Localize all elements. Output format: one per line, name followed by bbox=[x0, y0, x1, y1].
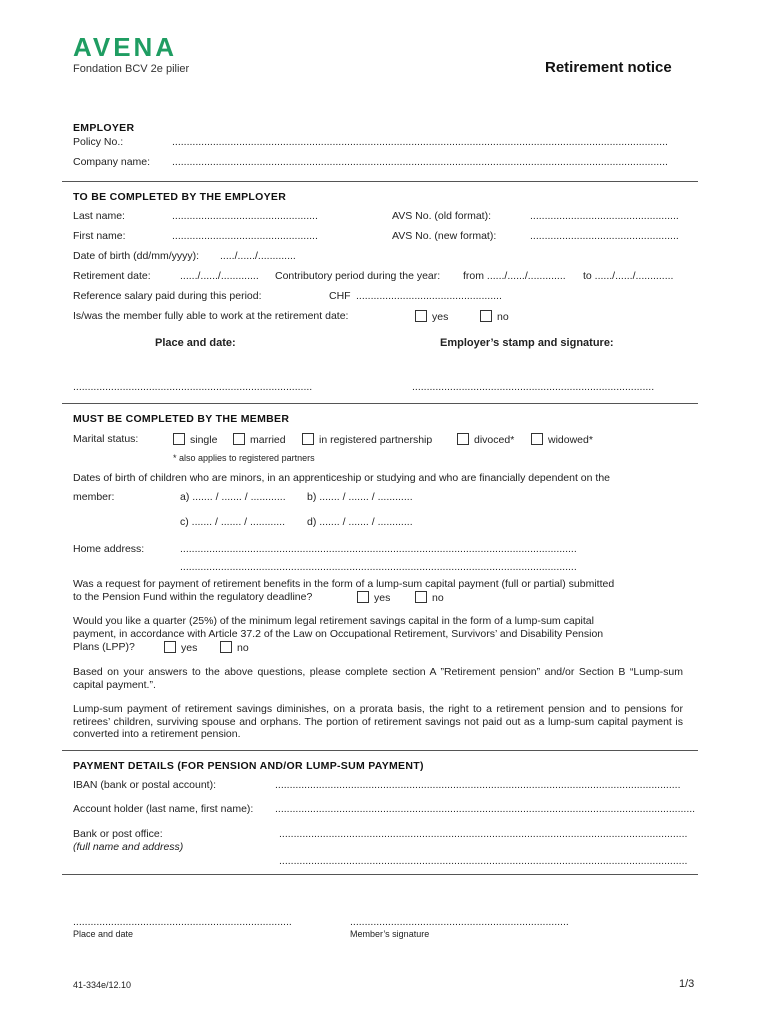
checkbox[interactable] bbox=[415, 310, 427, 322]
place-date-heading: Place and date: bbox=[155, 337, 236, 349]
checkbox[interactable] bbox=[220, 641, 232, 653]
bank-sublabel: (full name and address) bbox=[73, 841, 184, 853]
checkbox[interactable] bbox=[415, 591, 427, 603]
first-name-field[interactable]: .................................................. bbox=[172, 230, 318, 242]
lumpsum-question: Was a request for payment of retirement benefits in the form of a lump-sum capital payment (full or partial) submitted bbox=[73, 578, 615, 590]
contrib-label: Contributory period during the year: bbox=[275, 270, 441, 282]
member-signature-label: Member’s signature bbox=[350, 929, 430, 939]
checkbox[interactable] bbox=[480, 310, 492, 322]
able-yes-option[interactable] bbox=[415, 310, 448, 323]
option-label: in registered partnership bbox=[319, 434, 433, 446]
checkbox[interactable] bbox=[233, 433, 245, 445]
yes-label: yes bbox=[374, 592, 391, 604]
member-place-date-field[interactable]: ........................................................................... bbox=[73, 916, 292, 928]
employer-section-heading: TO BE COMPLETED BY THE EMPLOYER bbox=[73, 191, 287, 203]
yes-label: yes bbox=[181, 642, 198, 654]
divider bbox=[62, 750, 698, 751]
page-title: Retirement notice bbox=[545, 59, 672, 76]
yes-label: yes bbox=[432, 311, 449, 323]
last-name-field[interactable]: .................................................. bbox=[172, 210, 318, 222]
checkbox[interactable] bbox=[531, 433, 543, 445]
marital-divorced-option[interactable] bbox=[457, 433, 514, 446]
child-b-field[interactable]: b) ....... / ....... / ............ bbox=[307, 491, 413, 503]
quarter-question-2: payment, in accordance with Article 37.2 of the Law on Occupational Retirement, Survivors’ and Disability Pension bbox=[73, 628, 604, 640]
marital-widowed-option[interactable] bbox=[531, 433, 593, 446]
dob-label: Date of birth (dd/mm/yyyy): bbox=[73, 250, 200, 262]
option-label: married bbox=[250, 434, 286, 446]
bank-label: Bank or post office: bbox=[73, 828, 163, 840]
option-label: single bbox=[190, 434, 218, 446]
marital-status-label: Marital status: bbox=[73, 433, 139, 445]
member-place-date-label: Place and date bbox=[73, 929, 134, 939]
marital-single-option[interactable] bbox=[173, 433, 217, 446]
divider bbox=[62, 403, 698, 404]
retirement-date-field[interactable]: ....../....../............. bbox=[180, 270, 259, 282]
children-text: Dates of birth of children who are minors, in an apprenticeship or studying and who are financially dependent on the bbox=[73, 472, 610, 484]
salary-currency: CHF bbox=[329, 290, 351, 302]
avena-logo: AVENA bbox=[73, 32, 178, 62]
account-holder-field[interactable]: ................................................................................................................................................ bbox=[275, 803, 696, 815]
home-address-field-2[interactable]: ........................................................................................................................................ bbox=[180, 561, 577, 573]
quarter-question: Would you like a quarter (25%) of the minimum legal retirement savings capital in the form of a lump-sum capital bbox=[73, 615, 594, 627]
child-c-field[interactable]: c) ....... / ....... / ............ bbox=[180, 516, 286, 528]
iban-field[interactable]: ........................................................................................................................................... bbox=[275, 779, 681, 791]
contrib-from-field[interactable]: from ....../....../............. bbox=[463, 270, 566, 282]
marital-partnership-option[interactable] bbox=[302, 433, 432, 446]
able-no-option[interactable] bbox=[480, 310, 509, 323]
stamp-signature-field[interactable]: ................................................................................... bbox=[412, 381, 655, 393]
contrib-to-field[interactable]: to ....../....../............. bbox=[583, 270, 674, 282]
able-to-work-label: Is/was the member fully able to work at the retirement date: bbox=[73, 310, 349, 322]
member-section-heading: MUST BE COMPLETED BY THE MEMBER bbox=[73, 413, 290, 425]
form-code: 41-334e/12.10 bbox=[73, 980, 132, 990]
checkbox[interactable] bbox=[164, 641, 176, 653]
checkbox[interactable] bbox=[357, 591, 369, 603]
child-a-field[interactable]: a) ....... / ....... / ............ bbox=[180, 491, 286, 503]
avs-old-label: AVS No. (old format): bbox=[392, 210, 492, 222]
lumpsum-info-text: Lump-sum payment of retirement savings diminishes, on a prorata basis, the right to a retirement pension and to pensions for retirees’ children, surviving spouse and orphans. The portion of retirement savings not paid out as a lump-sum capital payment is converted into a retirement pension. bbox=[73, 703, 683, 740]
avs-new-label: AVS No. (new format): bbox=[392, 230, 497, 242]
avs-new-field[interactable]: ................................................... bbox=[530, 230, 679, 242]
dob-field[interactable]: ...../....../............. bbox=[220, 250, 296, 262]
children-member-label: member: bbox=[73, 491, 115, 503]
member-signature-field[interactable]: ........................................................................... bbox=[350, 916, 569, 928]
divider bbox=[62, 181, 698, 182]
lumpsum-yes-option[interactable] bbox=[357, 591, 390, 604]
policy-label: Policy No.: bbox=[73, 136, 124, 148]
payment-heading: PAYMENT DETAILS (FOR PENSION AND/OR LUMP-SUM PAYMENT) bbox=[73, 760, 424, 772]
company-field[interactable]: .......................................................................................................................................................................... bbox=[172, 156, 668, 168]
option-label: divoced* bbox=[474, 434, 515, 446]
marital-married-option[interactable] bbox=[233, 433, 286, 446]
avs-old-field[interactable]: ................................................... bbox=[530, 210, 679, 222]
checkbox[interactable] bbox=[457, 433, 469, 445]
option-label: widowed* bbox=[548, 434, 593, 446]
based-on-answers-text: Based on your answers to the above questions, please complete section A ”Retirement pension” and/or Section B “Lump-sum capital payment.”. bbox=[73, 666, 683, 691]
logo-subtitle: Fondation BCV 2e pilier bbox=[73, 63, 190, 75]
no-label: no bbox=[497, 311, 509, 323]
page-number: 1/3 bbox=[679, 978, 695, 990]
quarter-no-option[interactable] bbox=[220, 641, 249, 654]
divider bbox=[62, 874, 698, 875]
first-name-label: First name: bbox=[73, 230, 126, 242]
account-holder-label: Account holder (last name, first name): bbox=[73, 803, 254, 815]
place-date-field[interactable]: .................................................................................. bbox=[73, 381, 313, 393]
no-label: no bbox=[432, 592, 444, 604]
last-name-label: Last name: bbox=[73, 210, 125, 222]
checkbox[interactable] bbox=[302, 433, 314, 445]
lumpsum-question-2: to the Pension Fund within the regulatory deadline? bbox=[73, 591, 313, 603]
checkbox[interactable] bbox=[173, 433, 185, 445]
stamp-signature-heading: Employer’s stamp and signature: bbox=[440, 337, 614, 349]
bank-field-1[interactable]: ............................................................................................................................................ bbox=[279, 828, 688, 840]
quarter-yes-option[interactable] bbox=[164, 641, 197, 654]
quarter-question-3: Plans (LPP)? bbox=[73, 641, 135, 653]
company-label: Company name: bbox=[73, 156, 151, 168]
no-label: no bbox=[237, 642, 249, 654]
policy-field[interactable]: .......................................................................................................................................................................... bbox=[172, 136, 668, 148]
retirement-date-label: Retirement date: bbox=[73, 270, 151, 282]
salary-field[interactable]: .................................................. bbox=[356, 290, 502, 302]
iban-label: IBAN (bank or postal account): bbox=[73, 779, 216, 791]
home-address-label: Home address: bbox=[73, 543, 145, 555]
lumpsum-no-option[interactable] bbox=[415, 591, 444, 604]
footnote: * also applies to registered partners bbox=[173, 453, 315, 463]
child-d-field[interactable]: d) ....... / ....... / ............ bbox=[307, 516, 413, 528]
home-address-field-1[interactable]: ........................................................................................................................................ bbox=[180, 543, 577, 555]
bank-field-2[interactable]: ............................................................................................................................................ bbox=[279, 855, 688, 867]
employer-heading: EMPLOYER bbox=[73, 122, 135, 134]
salary-label: Reference salary paid during this period: bbox=[73, 290, 262, 302]
